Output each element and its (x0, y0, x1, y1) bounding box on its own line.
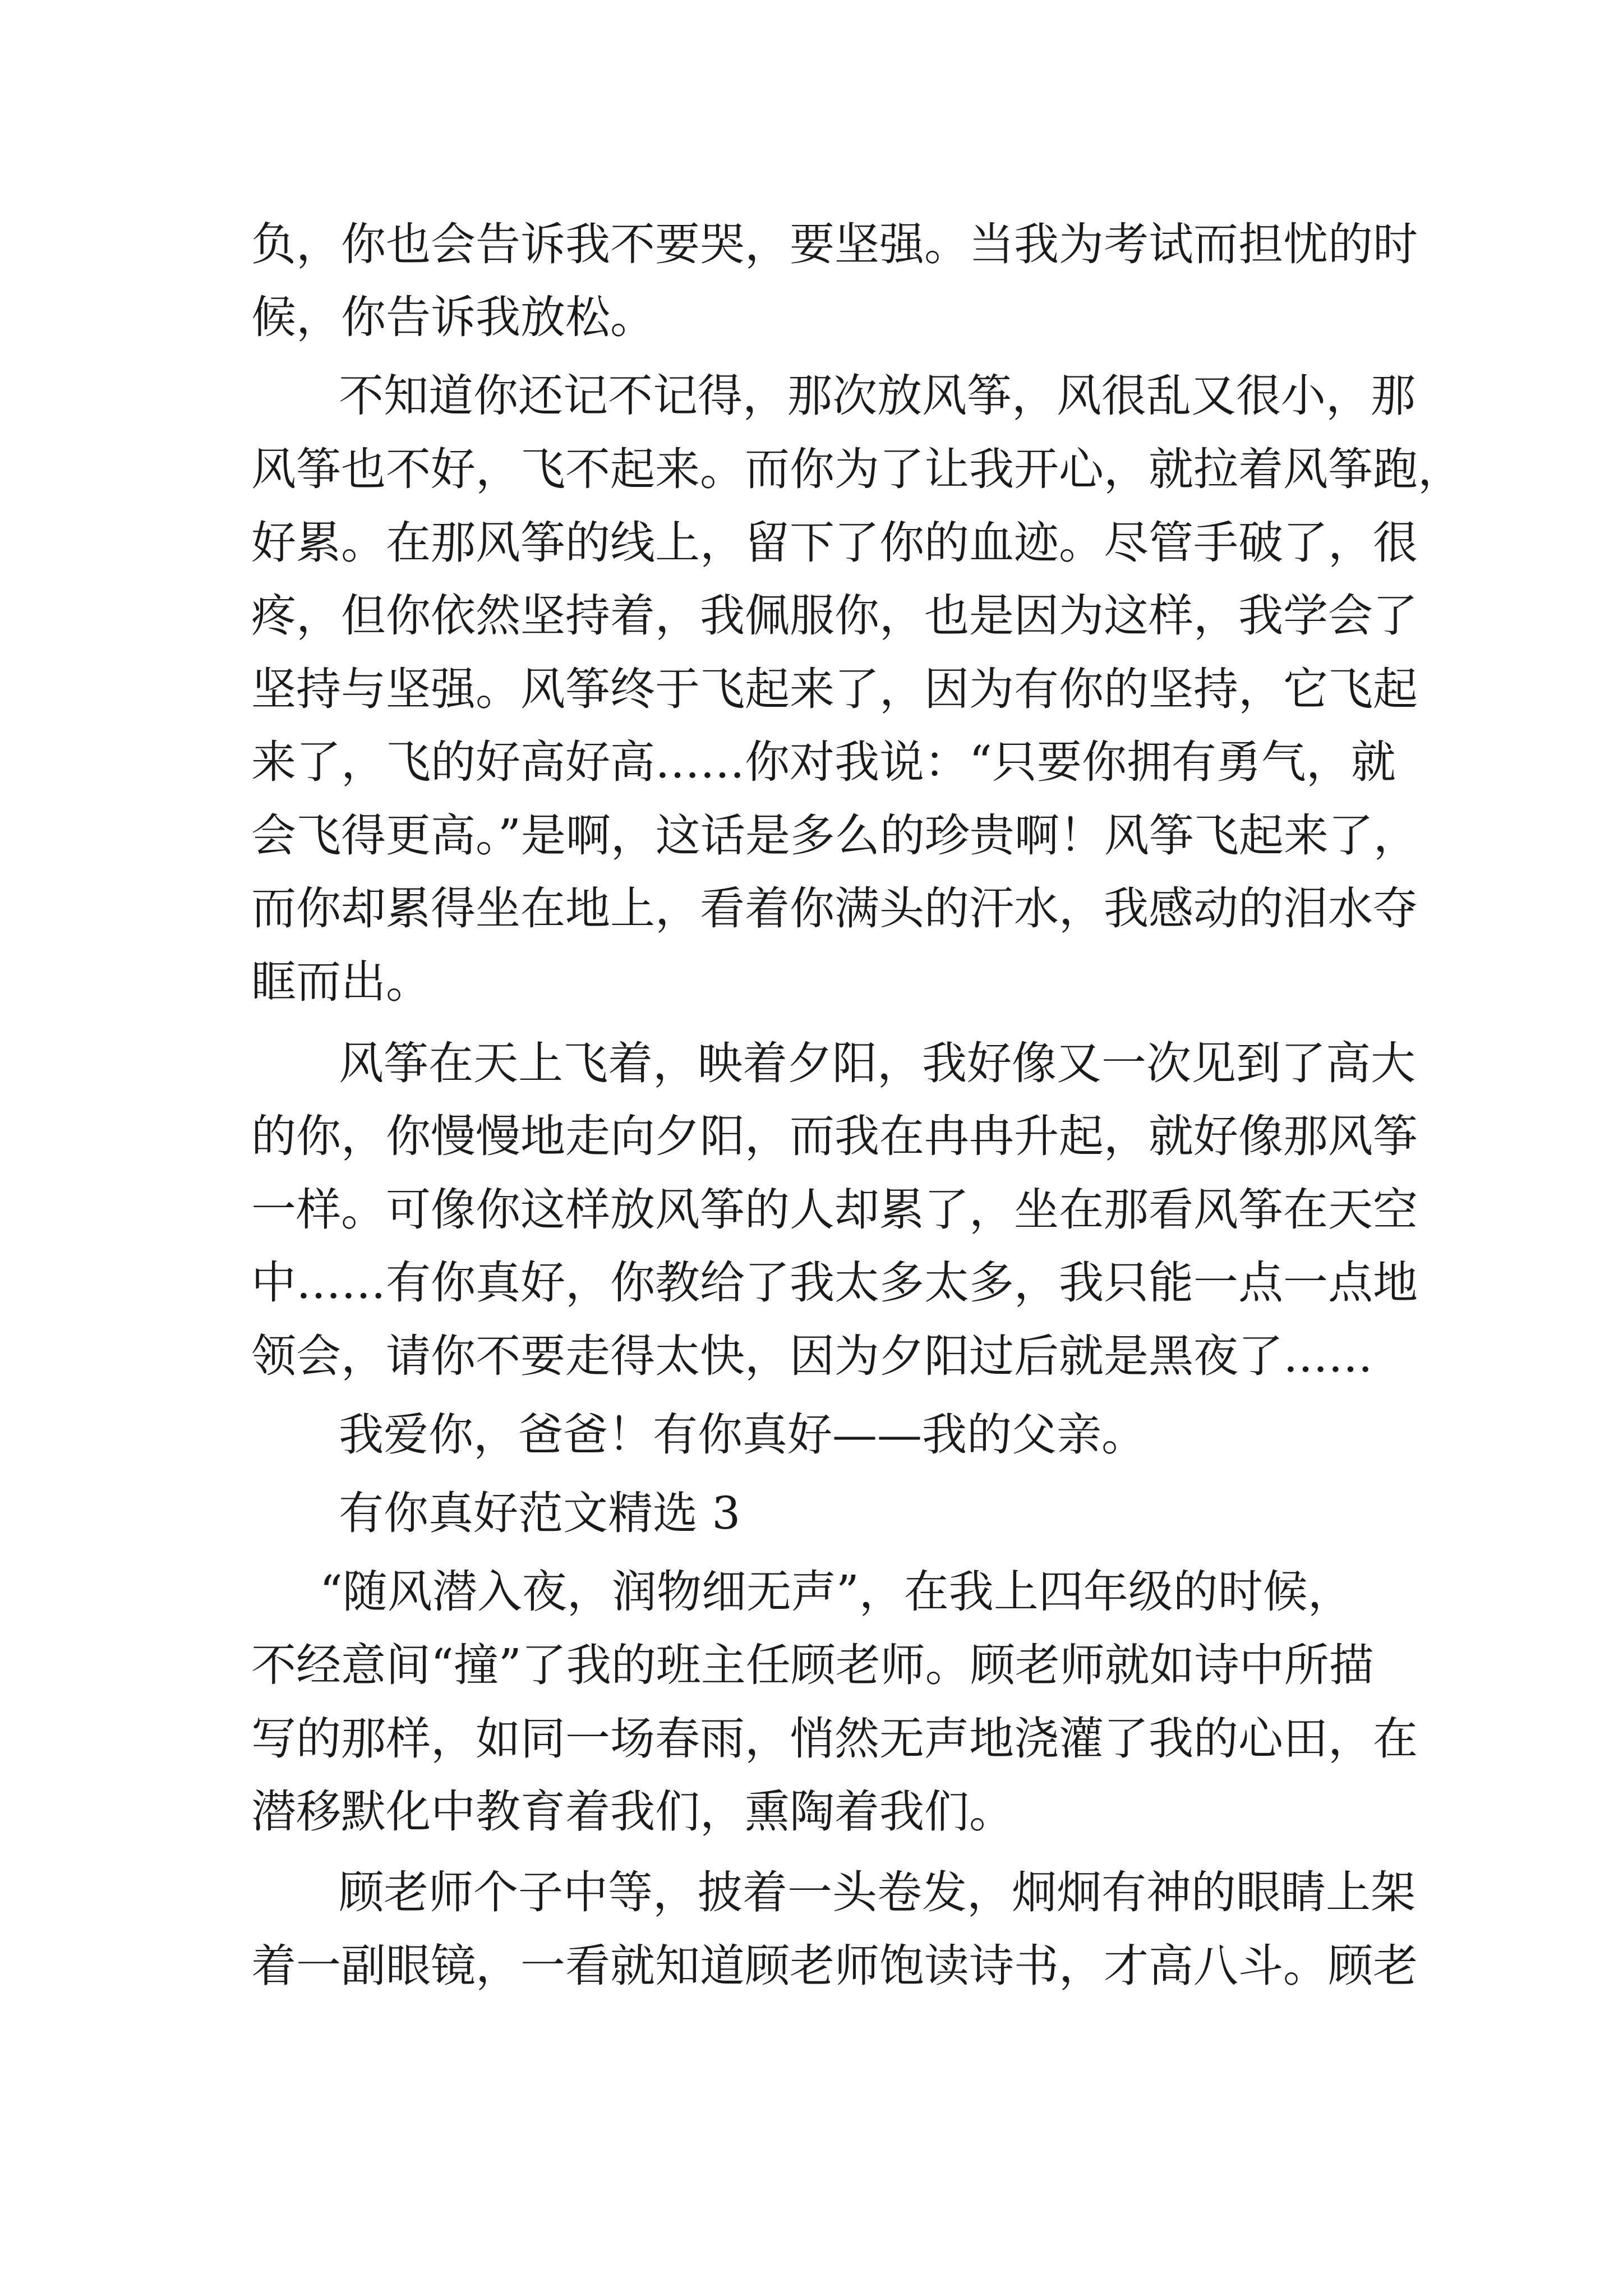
section-heading: 有你真好范文精选 3 (339, 1487, 741, 1539)
text-line: 的你，你慢慢地走向夕阳，而我在冉冉升起，就好像那风筝 (251, 1110, 1418, 1162)
text-line: 疼，但你依然坚持着，我佩服你，也是因为这样，我学会了 (251, 590, 1418, 642)
text-line: 好累。在那风筝的线上，留下了你的血迹。尽管手破了，很 (251, 517, 1418, 569)
text-line: 候，你告诉我放松。 (251, 291, 655, 343)
text-line: 风筝也不好，飞不起来。而你为了让我开心，就拉着风筝跑， (251, 443, 1463, 495)
text-line: 会飞得更高。”是啊，这话是多么的珍贵啊！风筝飞起来了， (251, 809, 1418, 862)
text-line: 负，你也会告诉我不要哭，要坚强。当我为考试而担忧的时 (251, 218, 1418, 270)
text-line: 写的那样，如同一场春雨，悄然无声地浇灌了我的心田，在 (251, 1713, 1418, 1765)
paragraph-first-line: 不知道你还记不记得，那次放风筝，风很乱又很小，那 (339, 370, 1415, 422)
text-line: 而你却累得坐在地上，看着你满头的汗水，我感动的泪水夺 (251, 882, 1418, 935)
text-line: 着一副眼镜，一看就知道顾老师饱读诗书，才高八斗。顾老 (251, 1940, 1418, 1992)
text-line: 中……有你真好，你教给了我太多太多，我只能一点一点地 (251, 1257, 1418, 1309)
text-line: 不经意间“撞”了我的班主任顾老师。顾老师就如诗中所描 (251, 1639, 1374, 1691)
text-line: 领会，请你不要走得太快，因为夕阳过后就是黑夜了…… (251, 1330, 1373, 1382)
paragraph-first-line: 风筝在天上飞着，映着夕阳，我好像又一次见到了高大 (339, 1037, 1415, 1089)
text-line: 来了，飞的好高好高……你对我说：“只要你拥有勇气，就 (251, 736, 1396, 788)
paragraph-first-line: 顾老师个子中等，披着一头卷发，炯炯有神的眼睛上架 (339, 1866, 1415, 1918)
paragraph-first-line: “随风潜入夜，润物细无声”，在我上四年级的时候， (320, 1566, 1353, 1618)
text-line: 眶而出。 (251, 956, 431, 1008)
text-line: 一样。可像你这样放风筝的人却累了，坐在那看风筝在天空 (251, 1184, 1418, 1236)
text-line: 潜移默化中教育着我们，熏陶着我们。 (251, 1786, 1014, 1838)
paragraph-first-line: 我爱你，爸爸！有你真好——我的父亲。 (339, 1409, 1146, 1461)
text-line: 坚持与坚强。风筝终于飞起来了，因为有你的坚持，它飞起 (251, 663, 1418, 715)
